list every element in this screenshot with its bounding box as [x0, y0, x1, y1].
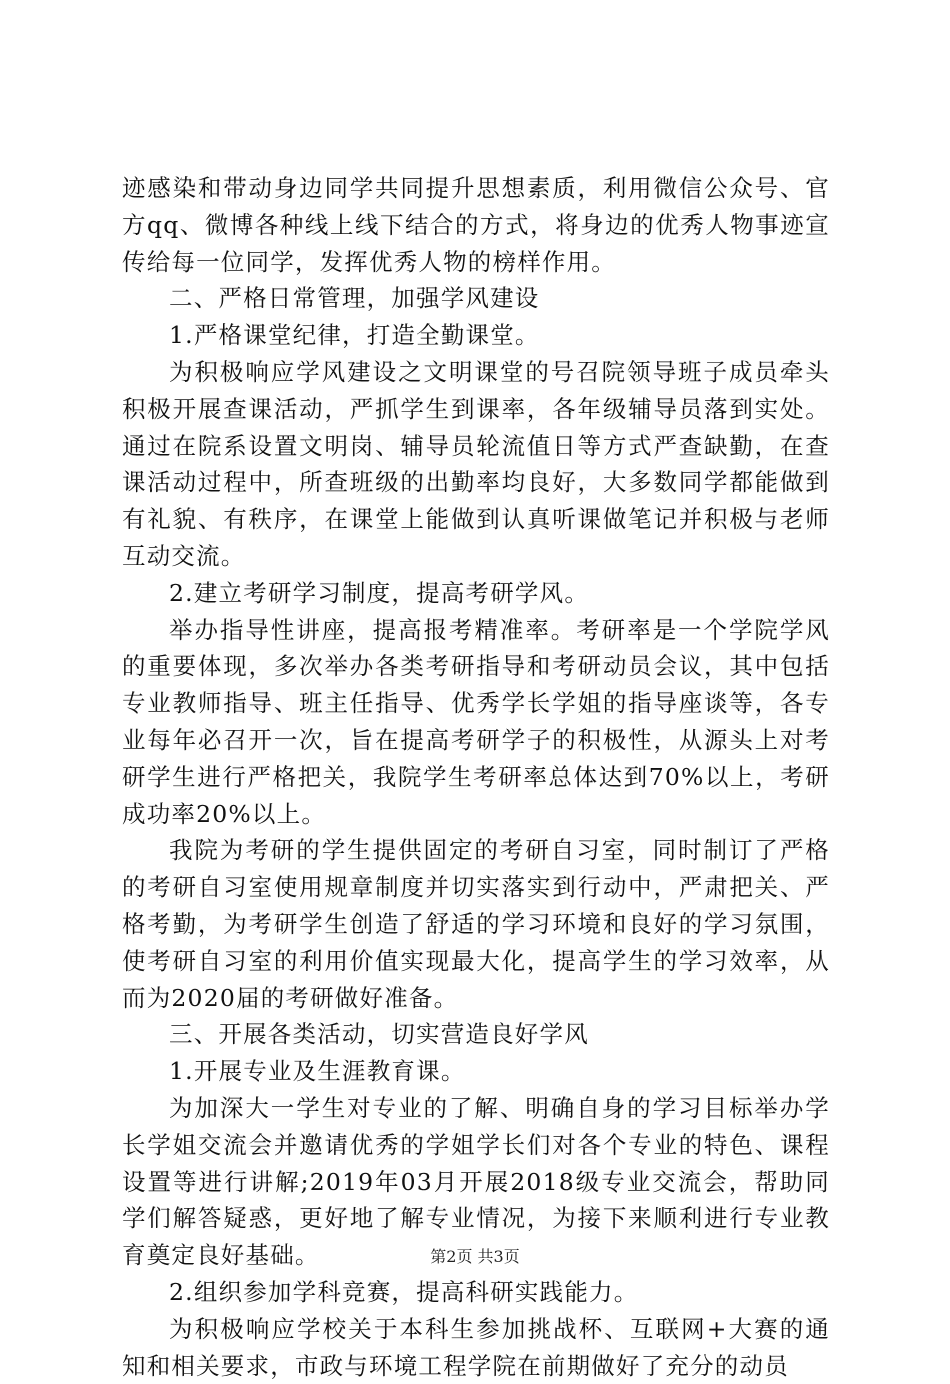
paragraph-1: 迹感染和带动身边同学共同提升思想素质，利用微信公众号、官方qq、微博各种线上线下结合的方式，将身边的优秀人物事迹宣传给每一位同学，发挥优秀人物的榜样作用。 — [122, 174, 830, 276]
document-body — [122, 170, 830, 1384]
page-number-label: 第2页 共3页 — [430, 1247, 520, 1266]
paragraph-lectures: 举办指导性讲座，提高报考精准率。考研率是一个学院学风的重要体现，多次举办各类考研指导和考研动员会议，其中包括专业教师指导、班主任指导、优秀学长学姐的指导座谈等，各专业每年必召开一次，旨在提高考研学子的积极性，从源头上对考研学生进行严格把关，我院学生考研率总体达到70%以上，考研成功率20%以上。 — [122, 615, 830, 828]
paragraph-classroom: 为积极响应学风建设之文明课堂的号召院领导班子成员牵头积极开展查课活动，严抓学生到课率，各年级辅导员落到实处。通过在院系设置文明岗、辅导员轮流值日等方式严查缺勤，在查课活动过程中，所查班级的出勤率均良好，大多数同学都能做到有礼貌、有秩序，在课堂上能做到认真听课做笔记并积极与老师互动交流。 — [122, 357, 830, 570]
subheading-2-2: 2.建立考研学习制度，提高考研学风。 — [169, 578, 590, 607]
section-heading-3: 三、开展各类活动，切实营造良好学风 — [169, 1020, 589, 1049]
subheading-3-1: 1.开展专业及生涯教育课。 — [169, 1057, 466, 1086]
page-footer — [0, 1244, 950, 1267]
paragraph-study-room: 我院为考研的学生提供固定的考研自习室，同时制订了严格的考研自习室使用规章制度并切实落实到行动中，严肃把关、严格考勤，为考研学生创造了舒适的学习环境和良好的学习氛围，使考研自习室的利用价值实现最大化，提高学生的学习效率，从而为2020届的考研做好准备。 — [122, 836, 830, 1012]
subheading-3-2: 2.组织参加学科竞赛，提高科研实践能力。 — [169, 1277, 639, 1306]
section-heading-2: 二、严格日常管理，加强学风建设 — [169, 284, 540, 313]
paragraph-competitions: 为积极响应学校关于本科生参加挑战杯、互联网+大赛的通知和相关要求，市政与环境工程学院在前期做好了充分的动员 — [122, 1314, 830, 1380]
subheading-2-1: 1.严格课堂纪律，打造全勤课堂。 — [169, 321, 540, 350]
paragraph-major-exchange: 为加深大一学生对专业的了解、明确自身的学习目标举办学长学姐交流会并邀请优秀的学姐学长们对各个专业的特色、课程设置等进行讲解;2019年03月开展2018级专业交流会，帮助同学们解答疑惑，更好地了解专业情况，为接下来顺利进行专业教育奠定良好基础。 — [122, 1093, 830, 1270]
